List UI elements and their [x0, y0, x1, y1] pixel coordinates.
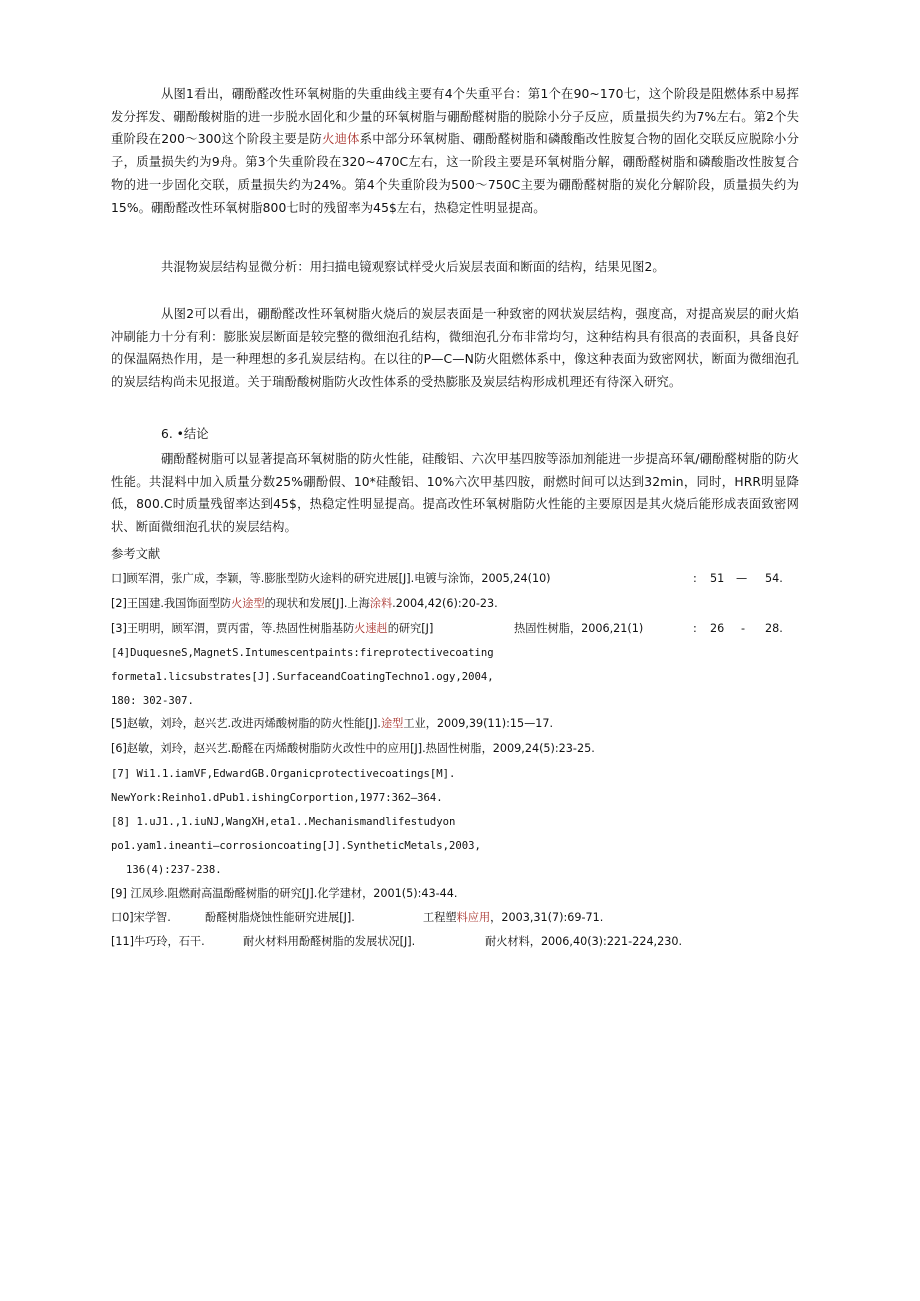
reference-text: 工程塑 — [423, 911, 457, 924]
reference-4-line-3: 180: 302-307. — [111, 695, 194, 707]
paragraph-text: 硼酚醛树脂可以显著提高环氧树脂的防火性能，硅酸铝、六次甲基四胺等添加剂能进一步提高环氧/硼酚醛树脂的防火性能。共混料中加入质量分数25%硼酚假、10*硅酸铝、10%六次甲基四胺，耐燃时间可以达到32min，同时，HRR明显降低，800.C时质量残留率达到45$，热稳定性明显提高。提高改性环氧树脂防火性能的主要原因是其火烧后能形成表面致密网状、断面微细泡孔状的炭层结构。 — [111, 452, 799, 535]
reference-7-line-2: NewYork:Reinho1.dPub1.ishingCorportion,1977:362—364. — [111, 792, 443, 804]
reference-8-line-3: 136(4):237-238. — [126, 864, 222, 876]
reference-9: [9] 江凤珍.阻燃耐高温酚醛树脂的研究[J].化学建材，2001(5):43-44. — [111, 887, 458, 900]
reference-text: 口]顾军渭，张广成，李颖，等.膨胀型防火途料的研究进展[J].电镀与涂饰，2005,24(10) — [111, 572, 551, 585]
reference-text: [11]牛巧玲，石干. — [111, 935, 205, 948]
paragraph-text: 系中部分环氧树脂、硼酚醛树脂和磷酸酯改性胺复合物的固化交联反应脱除小分子，质量损失约为9舟。第3个失重阶段在320~470C左右，这一阶段主要是环氧树脂分解，硼酚醛树脂和磷酸脂改性胺复合物的进一步固化交联，质量损失约为24%。第4个失重阶段为500～750C主要为硼酚醛树脂的炭化分解阶段，质量损失约为15%。硼酚醛改性环氧树脂800七时的残留率为45$左右，热稳定性明显提高。 — [111, 132, 799, 215]
reference-1-dash: — — [736, 572, 748, 585]
reference-11-journal: 耐火材料，2006,40(3):221-224,230. — [485, 935, 683, 948]
reference-2 — [111, 595, 498, 613]
reference-3-page-start: 26 — [710, 622, 725, 635]
paragraph-sem-intro — [111, 256, 799, 279]
reference-3-colon: : — [693, 622, 697, 635]
reference-text: 工业，2009,39(11):15—17. — [403, 717, 554, 730]
reference-11-title: 耐火材料用酚醛树脂的发展状况[J]. — [243, 935, 416, 948]
section-heading-conclusion: 6. •结论 — [161, 427, 209, 441]
reference-text: 口0]宋学智. — [111, 911, 171, 924]
highlighted-text: 火迪体 — [322, 132, 360, 147]
reference-3-journal: 热固性树脂，2006,21(1) — [514, 622, 644, 635]
reference-1-page-start: 51 — [710, 572, 725, 585]
highlighted-text: 途型 — [380, 717, 404, 730]
highlighted-text: 料应用 — [456, 911, 491, 924]
reference-3-dash: - — [741, 622, 746, 635]
paragraph-text: 从图1看出，硼酚醛改性环氧树脂的失重曲线主要有4个失重平台：第1个在90~170七，这个阶段是阻燃体系中易挥发分挥发、硼酚酸树脂的进一步脱水固化和少量的环氧树脂与硼酚醛树脂的脱除小分子反应，质量损失约为7%左右。第2个失重阶段在200～300这个阶段主要是防 — [111, 87, 799, 147]
paragraph-conclusion — [111, 448, 799, 539]
reference-text: [5]赵敏，刘玲，赵兴艺.改进丙烯酸树脂的防火性能[J]. — [111, 717, 381, 730]
reference-1-page-end: 54. — [765, 572, 783, 585]
reference-5 — [111, 715, 553, 733]
reference-1 — [111, 570, 551, 588]
reference-7-line-1: [7] Wi1.1.iamVF,EdwardGB.Organicprotectivecoatings[M]. — [111, 768, 456, 780]
reference-10-journal — [423, 909, 603, 927]
reference-4-line-1: [4]DuquesneS,MagnetS.Intumescentpaints:fireprotectivecoating — [111, 647, 494, 659]
reference-10 — [111, 909, 171, 927]
reference-3-page-end: 28. — [765, 622, 783, 635]
reference-text: .2004,42(6):20-23. — [392, 597, 498, 610]
reference-10-title: 酚醛树脂烧蚀性能研究进展[J]. — [205, 911, 355, 924]
highlighted-text: 涂料 — [369, 597, 393, 610]
reference-1-colon: : — [693, 572, 697, 585]
highlighted-text: 火途型 — [231, 597, 265, 610]
reference-text: [3]王明明，顾军渭，贾丙雷，等.热固性树脂基防 — [111, 622, 355, 635]
reference-6: [6]赵敏，刘玲，赵兴艺.酚醛在丙烯酸树脂防火改性中的应用[J].热固性树脂，2009,24(5):23-25. — [111, 742, 595, 755]
reference-8-line-1: [8] 1.uJ1.,1.iuNJ,WangXH,eta1..Mechanismandlifestudyon — [111, 816, 456, 828]
reference-3 — [111, 620, 433, 638]
reference-11 — [111, 933, 205, 951]
paragraph-text: 共混物炭层结构显微分析：用扫描电镜观察试样受火后炭层表面和断面的结构，结果见图2。 — [161, 260, 665, 274]
reference-8-line-2: po1.yam1.ineanti—corrosioncoating[J].SyntheticMetals,2003, — [111, 840, 481, 852]
paragraph-tga-analysis — [111, 83, 799, 219]
references-heading: 参考文献 — [111, 547, 161, 561]
highlighted-text: 火速赳 — [354, 622, 388, 635]
paragraph-text: 从图2可以看出，硼酚醛改性环氧树脂火烧后的炭层表面是一种致密的网状炭层结构，强度高，对提高炭层的耐火焰冲刷能力十分有利：膨胀炭层断面是较完整的微细泡孔结构，微细泡孔分布非常均匀，这种结构具有很高的表面积，具备良好的保温隔热作用，是一种理想的多孔炭层结构。在以往的P—C—N防火阻燃体系中，像这种表面为致密网状，断面为微细泡孔的炭层结构尚未见报道。关于瑞酚酸树脂防火改性体系的受热膨胀及炭层结构形成机理还有待深入研究。 — [111, 307, 799, 390]
reference-text: ，2003,31(7):69-71. — [490, 911, 604, 924]
reference-text: 的研究[J] — [387, 622, 434, 635]
reference-text: [2]王国建.我国饰面型防 — [111, 597, 232, 610]
reference-4-line-2: formeta1.licsubstrates[J].SurfaceandCoatingTechno1.ogy,2004, — [111, 671, 494, 683]
reference-text: 的现状和发展[J].上海 — [264, 597, 370, 610]
paragraph-char-structure — [111, 303, 799, 394]
